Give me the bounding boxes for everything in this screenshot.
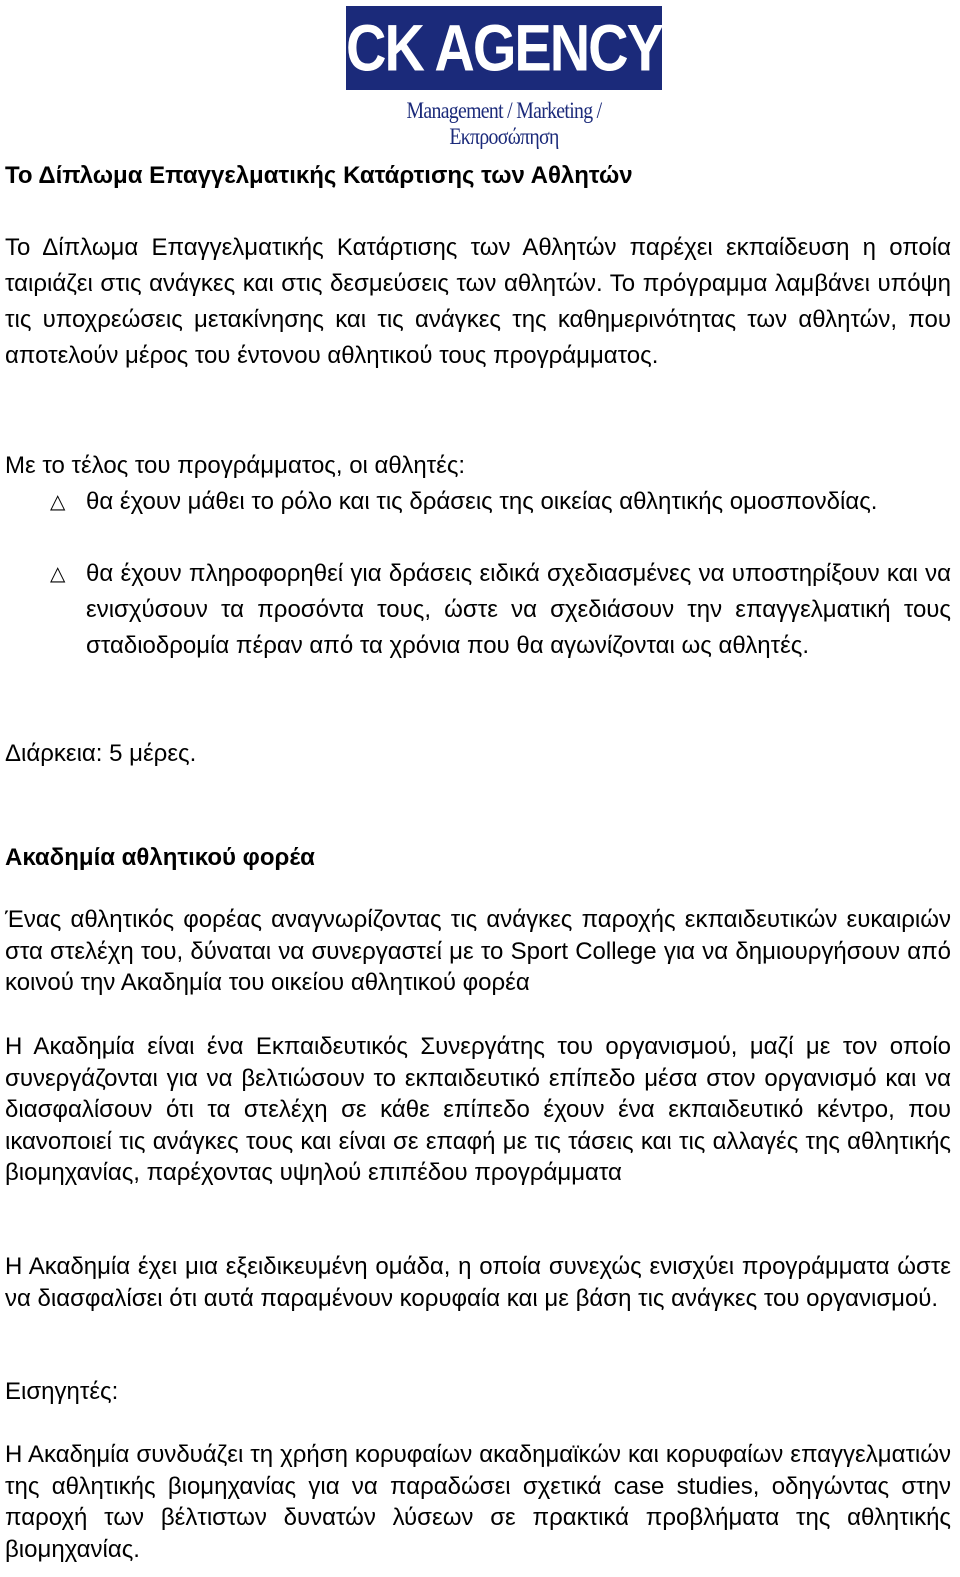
section2-paragraph-2: Η Ακαδημία είναι ένα Εκπαιδευτικός Συνεργάτης του οργανισμού, μαζί με τον οποίο συνεργάζονται για να βελτιώσουν το εκπαιδευτικό επίπεδο μέσα στον οργανισμό και να διασφαλίσουν ότι τα στελέχη σε κάθε επίπεδο έχουν ένα εκπαιδευτικό κέντρο, που ικανοποιεί τις ανάγκες τους και είναι σε επαφή με τις τάσεις και τις αλλαγές της αθλητικής βιομηχανίας, παρέχοντας υψηλού επιπέδου προγράμματα [5,1033,951,1186]
bullet-item-text: θα έχουν πληροφορηθεί για δράσεις ειδικά σχεδιασμένες να υποστηρίξουν και να ενισχύσουν τα προσόντα τους, ώστε να σχεδιάσουν την επαγγελματική τους σταδιοδρομία πέραν από τα χρόνια που θα αγωνίζονται ως αθλητές. [86,560,951,659]
outlined-triangle-bullet-icon: △ [50,491,66,513]
bullet-item-text: θα έχουν μάθει το ρόλο και τις δράσεις της οικείας αθλητικής ομοσπονδίας. [86,488,878,515]
section1-list-intro: Με το τέλος του προγράμματος, οι αθλητές: [5,452,466,479]
section2-title: Ακαδημία αθλητικού φορέα [5,844,315,871]
logo-tagline: Management / Marketing / Εκπροσώπηση [406,98,602,149]
ck-agency-logo [346,6,662,149]
outlined-triangle-bullet-icon: △ [50,563,66,585]
section1-intro-paragraph: Το Δίπλωμα Επαγγελματικής Κατάρτισης των Αθλητών παρέχει εκπαίδευση η οποία ταιριάζει στις ανάγκες και στις δεσμεύσεις των αθλητών. Το πρόγραμμα λαμβάνει υπόψη τις υποχρεώσεις μετακίνησης και τις ανάγκες της καθημερινότητας των αθλητών, που αποτελούν μέρος του έντονου αθλητικού τους προγράμματος. [5,234,951,369]
section1-title: Το Δίπλωμα Επαγγελματικής Κατάρτισης των Αθλητών [5,162,633,189]
section2-paragraph-3: Η Ακαδημία έχει μια εξειδικευμένη ομάδα, η οποία συνεχώς ενισχύει προγράμματα ώστε να διασφαλίσει ότι αυτά παραμένουν κορυφαία και με βάση τις ανάγκες του οργανισμού. [5,1253,951,1312]
section2-paragraph-1: Ένας αθλητικός φορέας αναγνωρίζοντας τις ανάγκες παροχής εκπαιδευτικών ευκαιριών στα στελέχη του, δύναται να συνεργαστεί με το Sport College για να δημιουργήσουν από κοινού την Ακαδημία του οικείου αθλητικού φορέα [5,906,951,996]
duration-text: Διάρκεια: 5 μέρες. [5,740,197,767]
logo-wordmark: CK AGENCY [346,10,662,85]
speakers-label: Εισηγητές: [5,1378,119,1405]
section2-paragraph-4: Η Ακαδημία συνδυάζει τη χρήση κορυφαίων ακαδημαϊκών και κορυφαίων επαγγελματιών της αθλητικής βιομηχανίας για να παραδώσει σχετικά case studies, οδηγώντας στην παροχή των βέλτιστων δυνατών λύσεων σε πρακτικά προβλήματα της αθλητικής βιομηχανίας. [5,1441,951,1563]
